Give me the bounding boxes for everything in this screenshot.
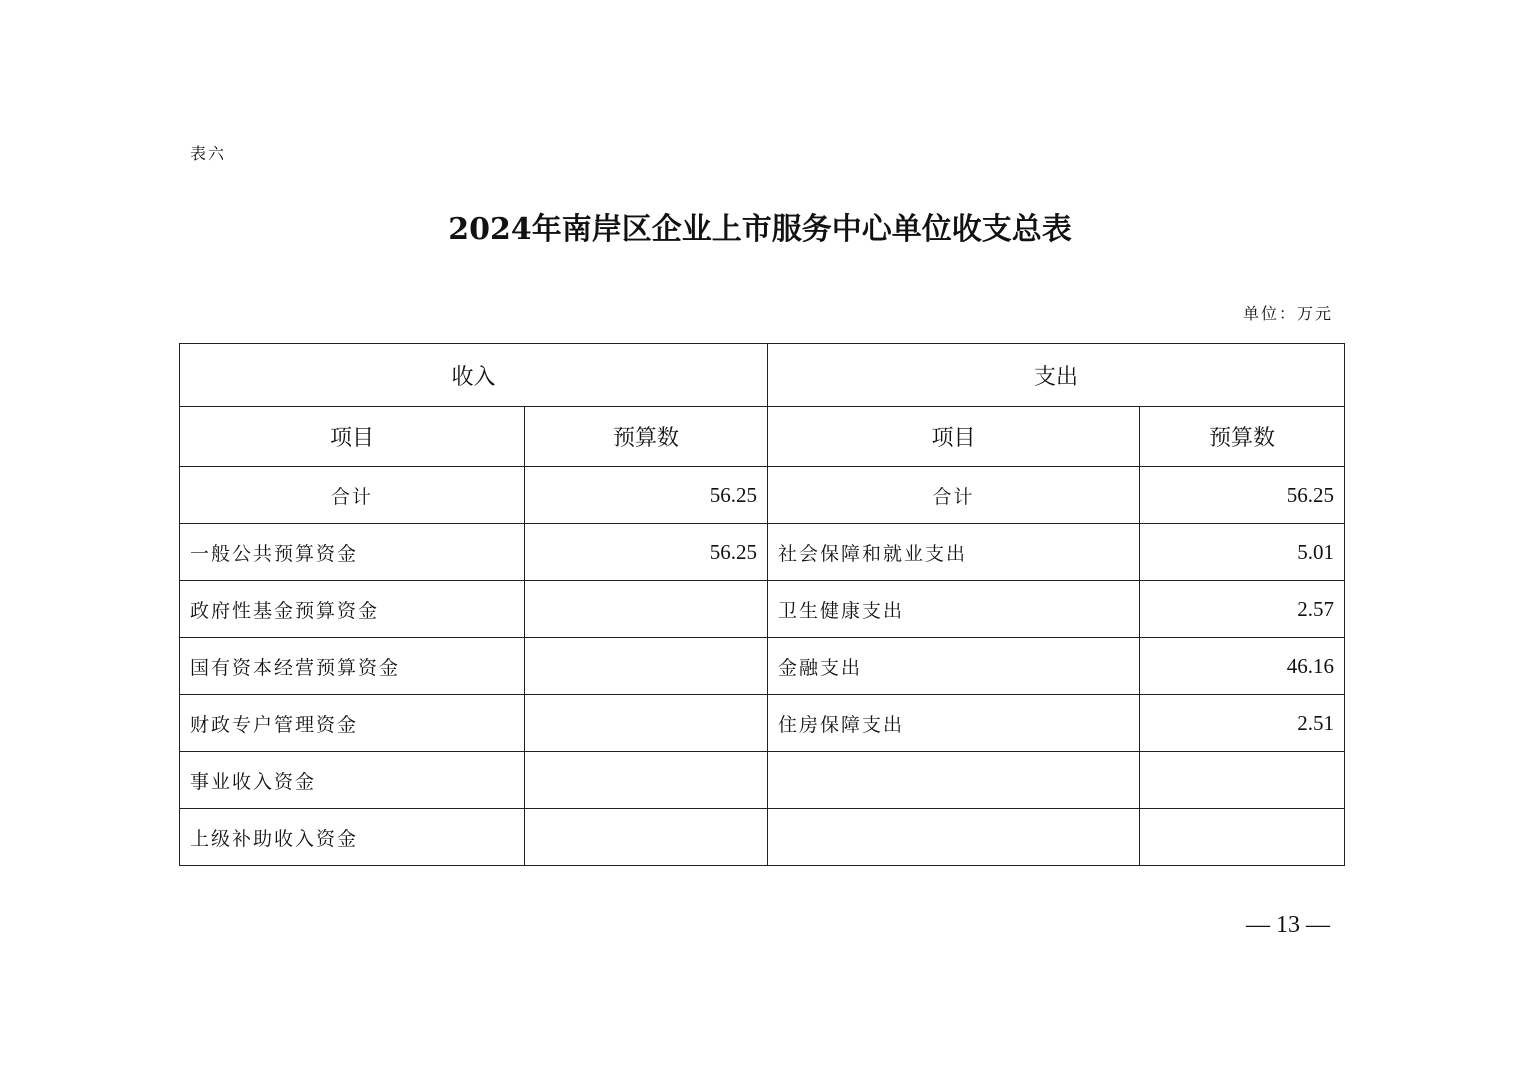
table-row-total: [180, 467, 1345, 524]
expense-item-column-header: 项目: [768, 407, 1140, 467]
table-row: [180, 581, 1345, 638]
table-row: [180, 695, 1345, 752]
table-row: [180, 638, 1345, 695]
table-row: [180, 524, 1345, 581]
income-item-cell: 财政专户管理资金: [180, 695, 525, 752]
page-title: 2024年南岸区企业上市服务中心单位收支总表: [448, 212, 1072, 247]
expense-budget-column-header: 预算数: [1140, 407, 1345, 467]
table-group-header-row: [180, 344, 1345, 407]
income-item-cell: 上级补助收入资金: [180, 809, 525, 866]
page-number: — 13 —: [1246, 912, 1330, 938]
income-item-cell: 一般公共预算资金: [180, 524, 525, 581]
expense-item-cell: [768, 752, 1140, 809]
budget-table: [179, 343, 1345, 866]
income-value-cell: [525, 695, 768, 752]
expense-value-cell: 56.25: [1140, 467, 1345, 524]
expense-value-cell: 46.16: [1140, 638, 1345, 695]
income-value-cell: [525, 581, 768, 638]
income-value-cell: [525, 809, 768, 866]
table-row: [180, 752, 1345, 809]
income-value-cell: 56.25: [525, 524, 768, 581]
income-header: 收入: [180, 344, 768, 407]
income-item-column-header: 项目: [180, 407, 525, 467]
income-value-cell: [525, 752, 768, 809]
expense-value-cell: 2.51: [1140, 695, 1345, 752]
income-budget-column-header: 预算数: [525, 407, 768, 467]
unit-label: 单位：万元: [1242, 304, 1333, 323]
expense-value-cell: [1140, 752, 1345, 809]
income-item-cell: 国有资本经营预算资金: [180, 638, 525, 695]
income-value-cell: 56.25: [525, 467, 768, 524]
expense-item-cell: 金融支出: [768, 638, 1140, 695]
expense-header: 支出: [768, 344, 1345, 407]
income-item-cell: 政府性基金预算资金: [180, 581, 525, 638]
income-item-cell: 合计: [180, 467, 525, 524]
income-value-cell: [525, 638, 768, 695]
expense-value-cell: 5.01: [1140, 524, 1345, 581]
expense-item-cell: [768, 809, 1140, 866]
expense-item-cell: 卫生健康支出: [768, 581, 1140, 638]
table-label: 表六: [190, 144, 227, 163]
expense-item-cell: 社会保障和就业支出: [768, 524, 1140, 581]
table-column-header-row: [180, 407, 1345, 467]
income-item-cell: 事业收入资金: [180, 752, 525, 809]
expense-value-cell: 2.57: [1140, 581, 1345, 638]
expense-item-cell: 合计: [768, 467, 1140, 524]
expense-value-cell: [1140, 809, 1345, 866]
table-row: [180, 809, 1345, 866]
expense-item-cell: 住房保障支出: [768, 695, 1140, 752]
